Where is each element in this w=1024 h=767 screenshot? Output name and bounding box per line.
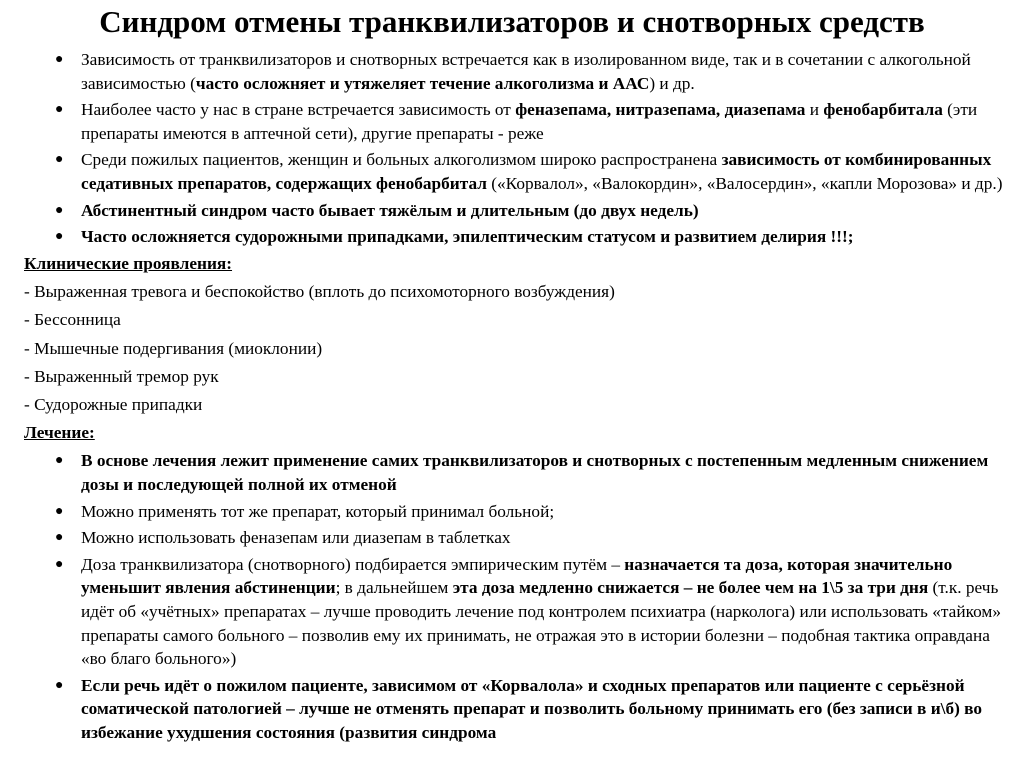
treatment-bullet-text [81, 676, 982, 742]
treatment-bullet-text [81, 555, 1001, 668]
bold-segment: назначается та доза, которая значительно уменьшит явления абстиненции [81, 554, 953, 598]
text-segment: («Корвалол», «Валокордин», «Валосердин», «капли Морозова» и др.) [486, 173, 1003, 193]
slide-body [24, 48, 1014, 748]
text-segment: (эти препараты имеются в аптечной сети), другие препараты - реже [81, 100, 978, 143]
intro-bullet-text [81, 150, 1002, 193]
bold-segment: эта доза медленно снижается – не более чем на 1\5 за три дня [452, 578, 929, 598]
bullet-dot-icon: ● [55, 677, 64, 693]
bullet-dot-icon: ● [55, 503, 64, 519]
treatment-heading: Лечение: [24, 422, 95, 442]
intro-bullet-text [81, 227, 854, 246]
treatment-bullet-item [24, 500, 1014, 524]
bold-segment: Часто осложняется судорожными припадками, эпилептическим статусом и развитием делирия !!!; [81, 227, 854, 247]
intro-bullet-text [81, 100, 977, 143]
text-segment: ) и др. [649, 73, 695, 93]
intro-bullet-text [81, 201, 699, 220]
text-segment: Зависимость от транквилизаторов и снотворных встречается как в изолированном виде, так и в сочетании с алкогольной зависимостью ( [81, 50, 971, 93]
text-segment: Наиболее часто у нас в стране встречается зависимость от [81, 100, 516, 120]
intro-bullet-item [24, 148, 1014, 195]
treatment-bullet-text [81, 528, 511, 547]
treatment-bullet-text [81, 502, 554, 521]
clinical-item: - Судорожные припадки [24, 394, 203, 414]
bullet-dot-icon: ● [55, 556, 64, 572]
intro-bullet-text [81, 50, 971, 93]
bold-segment: Абстинентный синдром часто бывает тяжёлым и длительным (до двух недель) [81, 200, 699, 220]
bullet-dot-icon: ● [55, 52, 64, 67]
clinical-item: - Мышечные подергивания (миоклонии) [24, 338, 323, 358]
clinical-heading: Клинические проявления: [24, 253, 233, 273]
treatment-bullet-list [24, 449, 1014, 744]
bullet-dot-icon: ● [55, 453, 64, 469]
treatment-bullet-text [81, 451, 988, 494]
bold-segment: зависимость от комбинированных седативных препаратов, содержащих фенобарбитал [81, 150, 992, 193]
bullet-dot-icon: ● [55, 530, 64, 546]
bold-segment: феназепама, нитразепама, диазепама [515, 100, 806, 120]
intro-bullet-item [24, 199, 1014, 223]
treatment-bullet-item [24, 526, 1014, 550]
slide-title: Синдром отмены транквилизаторов и снотворных средств [99, 4, 925, 39]
bold-segment: В основе лечения лежит применение самих транквилизаторов и снотворных с постепенным медленным снижением дозы и последующей полной их отменой [81, 451, 989, 494]
bullet-dot-icon: ● [55, 229, 64, 245]
bullet-dot-icon: ● [55, 152, 64, 168]
text-segment: (т.к. речь идёт об «учётных» препаратах – лучше проводить лечение под контролем психиатра (нарколога) или использовать «тайком» препараты самого больного – позволив ему их принимать, не отражая это в истории болезни – подобная тактика оправдана «во благо больного») [81, 578, 1001, 669]
bold-segment: Если речь идёт о пожилом пациенте, зависимом от «Корвалола» и сходных препаратов или пациенте с серьёзной соматической патологией – лучше не отменять препарат и позволить больному принимать его (без записи в и\б) во избежание ухудшения состояния (развития синдрома [81, 675, 983, 742]
intro-bullet-item [24, 48, 1014, 95]
clinical-list [24, 280, 1014, 416]
treatment-bullet-item [24, 449, 1014, 496]
clinical-item: - Бессонница [24, 310, 121, 330]
text-segment: Среди пожилых пациентов, женщин и больных алкоголизмом широко распространена [81, 150, 722, 170]
text-segment: Можно применять тот же препарат, который принимал больной; [81, 501, 555, 521]
bullet-dot-icon: ● [55, 102, 64, 118]
clinical-item: - Выраженная тревога и беспокойство (вплоть до психомоторного возбуждения) [24, 282, 615, 302]
treatment-bullet-item [24, 553, 1014, 671]
text-segment: и [805, 100, 824, 120]
text-segment: Можно использовать феназепам или диазепам в таблетках [81, 528, 511, 548]
text-segment: ; в дальнейшем [335, 578, 453, 598]
text-segment: Доза транквилизатора (снотворного) подбирается эмпирическим путём – [81, 554, 625, 574]
clinical-item: - Выраженный тремор рук [24, 366, 219, 386]
bold-segment: фенобарбитала [823, 100, 943, 120]
treatment-bullet-item [24, 674, 1014, 745]
intro-bullet-item [24, 225, 1014, 249]
intro-bullet-item [24, 98, 1014, 145]
intro-bullet-list [24, 48, 1014, 249]
bullet-dot-icon: ● [55, 202, 64, 218]
bold-segment: часто осложняет и утяжеляет течение алкоголизма и ААС [195, 73, 650, 93]
